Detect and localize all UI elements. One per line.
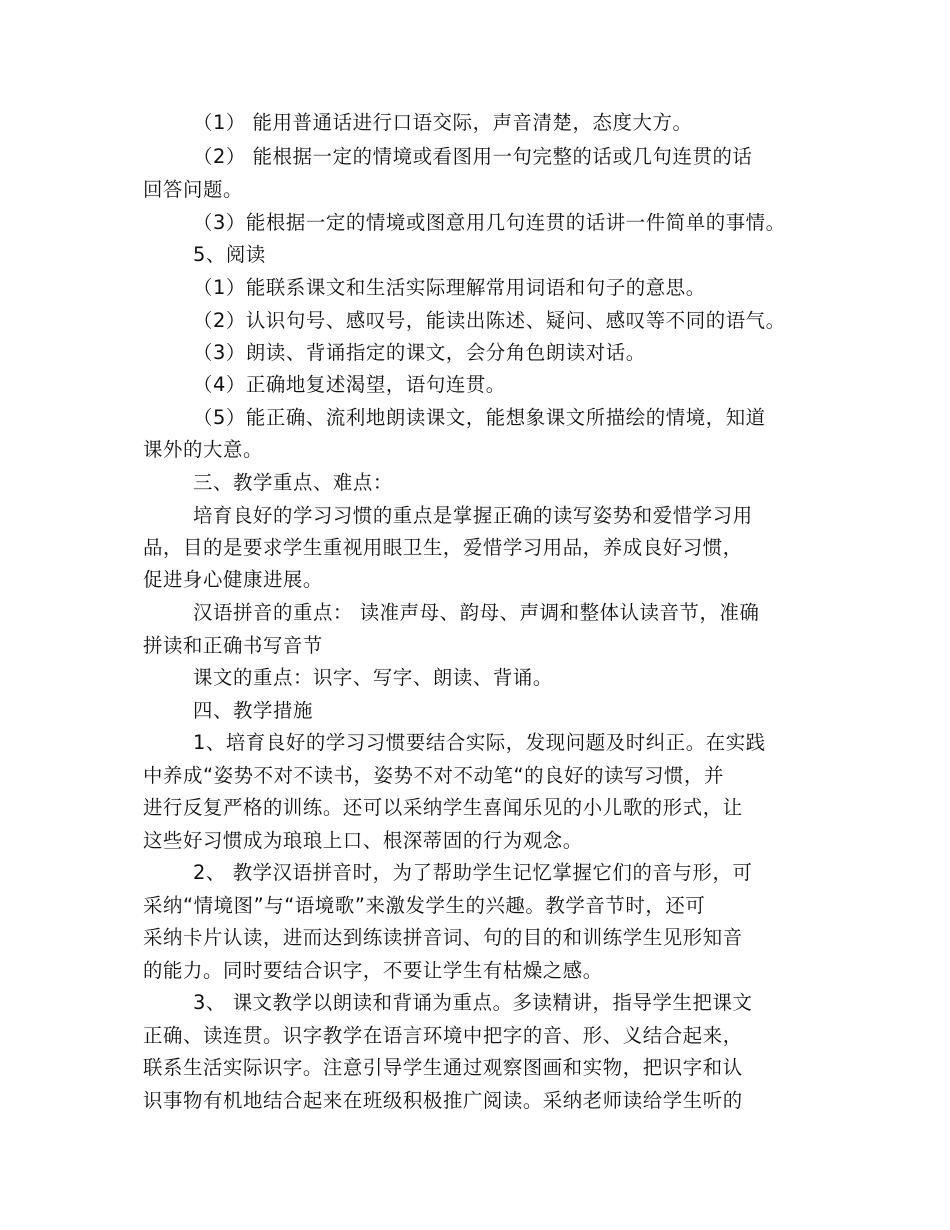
- text-line-7: （2）认识句号、感叹号，能读出陈述、疑问、感叹等不同的语气。: [193, 309, 786, 332]
- text-line-20: 1、培育良好的学习习惯要结合实际，发现问题及时纠正。在实践: [193, 731, 766, 754]
- text-line-11: 课外的大意。: [143, 438, 263, 461]
- text-line-10: （5）能正确、流利地朗读课文，能想象课文所描绘的情境，知道: [193, 406, 766, 429]
- text-line-6: （1）能联系课文和生活实际理解常用词语和句子的意思。: [193, 276, 706, 299]
- text-line-26: 采纳卡片认读，进而达到练读拼音词、句的目的和训练学生见形知音: [143, 926, 743, 949]
- text-line-15: 促进身心健康进展。: [143, 568, 323, 591]
- text-line-29: 正确、读连贯。识字教学在语言环境中把字的音、形、义结合起来，: [143, 1024, 743, 1047]
- text-line-3: 回答问题。: [143, 178, 243, 201]
- text-line-31: 识事物有机地结合起来在班级积极推广阅读。采纳老师读给学生听的: [143, 1089, 743, 1112]
- text-line-13: 培育良好的学习习惯的重点是掌握正确的读写姿势和爱惜学习用: [193, 504, 753, 527]
- text-line-22: 进行反复严格的训练。还可以采纳学生喜闻乐见的小儿歌的形式，让: [143, 796, 743, 819]
- text-line-5: 5、阅读: [193, 243, 266, 266]
- text-line-17: 拼读和正确书写音节: [143, 634, 323, 657]
- text-line-14: 品，目的是要求学生重视用眼卫生，爱惜学习用品，养成良好习惯，: [143, 536, 743, 559]
- text-line-19: 四、教学措施: [193, 699, 313, 722]
- text-line-25: 采纳“情境图”与“语境歌”来激发学生的兴趣。教学音节时，还可: [143, 894, 706, 917]
- text-line-9: （4）正确地复述渴望，语句连贯。: [193, 373, 506, 396]
- text-line-12: 三、教学重点、难点：: [193, 471, 393, 494]
- text-line-18: 课文的重点：识字、写字、朗读、背诵。: [193, 666, 553, 689]
- text-line-28: 3、 课文教学以朗读和背诵为重点。多读精讲，指导学生把课文: [193, 991, 753, 1014]
- text-line-2: （2） 能根据一定的情境或看图用一句完整的话或几句连贯的话: [193, 145, 753, 168]
- text-line-4: （3）能根据一定的情境或图意用几句连贯的话讲一件简单的事情。: [193, 211, 786, 234]
- text-line-21: 中养成“姿势不对不读书，姿势不对不动笔“的良好的读写习惯，并: [143, 764, 725, 787]
- text-line-8: （3）朗读、背诵指定的课文，会分角色朗读对话。: [193, 341, 646, 364]
- text-line-24: 2、 教学汉语拼音时，为了帮助学生记忆掌握它们的音与形，可: [193, 861, 753, 884]
- text-line-27: 的能力。同时要结合识字，不要让学生有枯燥之感。: [143, 959, 603, 982]
- text-line-30: 联系生活实际识字。注意引导学生通过观察图画和实物，把识字和认: [143, 1056, 743, 1079]
- text-line-1: （1） 能用普通话进行口语交际，声音清楚，态度大方。: [193, 111, 693, 134]
- text-line-16: 汉语拼音的重点： 读准声母、韵母、声调和整体认读音节，准确: [193, 601, 760, 624]
- text-line-23: 这些好习惯成为琅琅上口、根深蒂固的行为观念。: [143, 829, 583, 852]
